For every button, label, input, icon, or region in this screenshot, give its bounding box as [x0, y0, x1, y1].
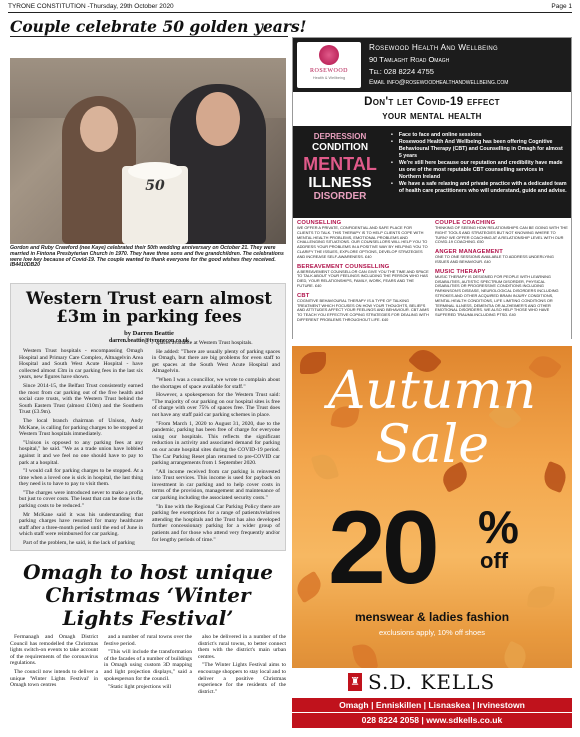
- rose-icon: [319, 45, 339, 65]
- western-trust-story: [10, 283, 286, 551]
- kells-sale-advert: [292, 346, 572, 729]
- paragraph: "When I was a councillor, we wrote to complain about the shortages of space available for staff.": [152, 376, 280, 390]
- kells-contact[interactable]: 028 8224 2058 | www.sdkells.co.uk: [292, 713, 572, 728]
- rosewood-tagline: [293, 92, 571, 126]
- rosewood-name: Rosewood Health And Wellbeing: [369, 43, 498, 52]
- paragraph: spaces available at Western Trust hospitals.: [156, 340, 253, 346]
- paragraph: He added: "There are usually plenty of parking spaces in Omagh, but there are big problems for even staff to get spaces at the South West Acute Hospital and Altnagelvin.: [152, 348, 280, 375]
- paragraph: "In line with the Regional Car Parking Policy there are parking fee exemptions for a range of patients/relatives attending the hospitals and the Trust has also developed further concessionary parking for a wider group of patients and for those who attend very frequently and/or for lengthy periods of time.": [152, 503, 280, 543]
- western-trust-headline: Western Trust earn almost £3m in parking fees: [26, 289, 272, 326]
- paragraph: "Static light projections will: [108, 684, 172, 691]
- omagh-story-headline: [10, 561, 286, 630]
- bullet-icon: •: [391, 181, 393, 187]
- bullet-text: Face to face and online sessions: [398, 132, 482, 138]
- service-block: [435, 269, 569, 318]
- rosewood-info-band: [293, 126, 571, 218]
- rosewood-email[interactable]: Email info@rosewoodhealthandwellbeing.com: [369, 79, 509, 86]
- graphic-word: ILLNESS: [308, 174, 372, 191]
- sale-exclusions: exclusions apply, 10% off shoes: [378, 628, 486, 637]
- paragraph: "From March 1, 2020 to August 31, 2020, due to the pandemic, parking has been free of charge for everyone using our hospitals. This reflects the significant reduction in activity and associated demand for parking on our acute hospital sites during the COVID-19 period. The Car Parking Reset plan returned to pre-COVID car parking arrangements from 1 September 2020.: [152, 420, 280, 467]
- service-block: [435, 220, 569, 245]
- paragraph: and a number of rural towns over the festive period.: [104, 634, 192, 647]
- paragraph: Western Trust hospitals - encompassing Omagh Hospital and Primary Care Complex, Altnagelvin Area Hospital and South West Acute Hospital - have collected almost £3m in car parking fees in the last six years, new figures have shown.: [19, 348, 143, 381]
- logo-text: ROSEWOOD: [310, 68, 348, 74]
- rosewood-bullet: [391, 132, 567, 139]
- paragraph: Since 2014-15, the Belfast Trust consistently earned the most from car parking out of the five health and social care trusts, with the Western Trust behind the South Eastern Trust (almost £10m) and the Southern Trust (£3.9m).: [19, 382, 143, 416]
- service-text: ONE TO ONE SESSIONS AVAILABLE TO ADDRESS UNDERLYING ISSUES AND BEHAVIOUR. £40: [435, 254, 554, 264]
- sale-subtitle: menswear & ladies fashion: [354, 610, 510, 624]
- paragraph: Part of the problem, he said, is the lack of parking: [23, 540, 135, 547]
- percent-sign: %: [478, 501, 519, 553]
- rosewood-bullet: [391, 139, 567, 160]
- rosewood-advert: [292, 37, 572, 339]
- off-label: off: [480, 548, 509, 573]
- byline-email: darren.beattie@tyronecon.co.uk: [108, 338, 190, 344]
- graphic-word: CONDITION: [311, 142, 369, 153]
- rosewood-services: [293, 218, 571, 340]
- paragraph: However, a spokesperson for the Western Trust said: "The majority of our parking on our hospital sites is free of charge with over 75% of spaces free. The Trust does not have any staff paid car parking schemes in place.: [152, 392, 280, 418]
- divider: [10, 36, 288, 37]
- header-page-number: Page 1: [551, 3, 572, 10]
- service-title: CBT: [297, 292, 310, 299]
- paragraph: "All income received from car parking is reinvested into Trust services. This income is used for payback on investment in car parking and to help cover costs in terms of the provision, management and maintenance of car parking including the associated security costs.": [152, 468, 280, 502]
- rosewood-header: [293, 38, 571, 92]
- bullet-icon: •: [391, 160, 393, 166]
- graphic-word: DEPRESSION: [313, 132, 367, 141]
- paragraph: "This will include the transformation of the facades of a number of buildings in Omagh using custom 3D mapping and light projection displays," said a spokesperson for the council.: [104, 649, 192, 682]
- man-face: [196, 92, 240, 146]
- couple-headline: Couple celebrate 50 golden years!: [10, 17, 307, 36]
- graphic-word: MENTAL: [303, 154, 377, 174]
- service-title: COUNSELLING: [297, 220, 342, 226]
- logo-subtext: Health & Wellbeing: [312, 76, 346, 80]
- service-block: [297, 293, 429, 323]
- paragraph: Mr McKane said it was his understanding that parking charges have resumed for many healthcare staff after a three-month period until the end of June in which staff were reimbursed for car parking.: [19, 511, 143, 538]
- page-header: [8, 3, 572, 13]
- discount-number: 20: [328, 490, 436, 606]
- rosewood-bullets: [391, 132, 567, 195]
- byline: by Darren Beattie: [124, 330, 174, 337]
- mental-health-graphic: [293, 126, 387, 218]
- paragraph: "Unison is opposed to any parking fees at any hospital," he said. "We as a trade union have lobbied against it and we feel no one should have to pay to park at a hospital.: [19, 439, 143, 466]
- cake-label: 50: [145, 178, 165, 194]
- bullet-icon: •: [391, 132, 393, 138]
- paragraph: "The charges were introduced never to make a profit, but just to cover costs. The least that can be done is the parking costs to be reduced.": [19, 489, 143, 510]
- kells-towns: Omagh | Enniskillen | Lisnaskea | Irvinestown: [292, 698, 572, 712]
- bullet-text: Rosewood Health And Wellbeing has been offering Cognitive Behavioural Therapy (CBT) and Counselling in Omagh for almost 5 years: [398, 139, 563, 159]
- service-text: A BEREAVEMENT COUNSELLOR CAN GIVE YOU THE TIME AND SPACE TO TALK ABOUT YOUR FEELINGS INCLUDING THE PERSON WHO HAS DIED, YOUR RELATIONSHIPS, FAMILY, WORK, FEARS AND THE FUTURE. £40: [297, 268, 429, 288]
- bullet-text: We're still here because our reputation and credibility have made us one of the most reputable CBT counselling services in Northern Ireland: [398, 160, 563, 180]
- service-text: COGNITIVE BEHAVIOURAL THERAPY IS A TYPE OF TALKING TREATMENT WHICH FOCUSES ON HOW YOUR THOUGHTS, BELIEFS AND ATTITUDES AFFECT YOUR FEELINGS AND BEHAVIOUR. CBT AIMS TO TEACH YOU EFFECTIVE COPING STRATEGIES FOR DEALING WITH DIFFERENT PROBLEMS THROUGHOUT LIFE. £40: [297, 297, 429, 322]
- paragraph: The council now intends to deliver a unique 'Winter Lights Festival' in Omagh town centres: [10, 668, 98, 689]
- rosewood-phone: Tel: 028 8224 4755: [369, 67, 434, 76]
- kells-brand-bar: [292, 668, 572, 729]
- rosewood-bullet: [391, 181, 567, 195]
- bullet-icon: •: [391, 139, 393, 145]
- tagline-line-1: Don't let Covid-19 effect: [364, 96, 500, 108]
- graphic-word: DISORDER: [313, 191, 367, 202]
- western-trust-column-2: [152, 340, 280, 548]
- rosewood-logo: [297, 42, 361, 88]
- leaf-icon: [527, 585, 555, 609]
- paragraph: "I would call for parking charges to be stopped. At a time when a loved one is sick in hospital, the last thing they need is to have to pay to visit them.: [19, 468, 143, 488]
- service-title: COUPLE COACHING: [435, 220, 496, 226]
- sale-word-sale: Sale: [374, 415, 490, 475]
- kells-crest-icon: ♜: [348, 673, 362, 691]
- omagh-column-3: [198, 634, 286, 734]
- photo-caption: Gordon and Ruby Crawford (nee Kaye) celebrated their 50th wedding anniversary on October 21. They were married in Fintona Presbyterian Church in 1970. They have three sons and five grandchildren. The celebrations were low key because of Covid-19. The couple wanted to thank everyone for the good wishes they received. IB4410DB20: [10, 245, 284, 269]
- service-text: THINKING OF SEEING HOW RELATIONSHIPS CAN BE GOING WITH THE RIGHT TOOLS AND STRATEGIES BUT NOT KNOWING WHERE TO TURN? WE OFFER COACHING AT A RELATIONSHIP LEVEL WITH OUR COVID-19 COACHING. £50: [435, 225, 568, 245]
- service-title: ANGER MANAGEMENT: [435, 249, 503, 256]
- tagline-line-2: your mental health: [382, 110, 482, 122]
- omagh-column-1: [10, 634, 98, 734]
- service-block: [297, 264, 429, 289]
- paragraph: The local branch chairman of Unison, Andy McKane, is calling for parking charges to be stopped at Western Trust hospitals immediately.: [19, 417, 143, 438]
- paragraph: Fermanagh and Omagh District Council has remodelled the Christmas lights switch-on events to take account of the requirements of the coronavirus regulations.: [10, 634, 98, 667]
- couple-photo: [10, 58, 286, 244]
- rosewood-bullet: [391, 160, 567, 181]
- paragraph: "The Winter Lights Festival aims to encourage shoppers to stay local and to deliver a positive Christmas experience for the residents of the district.": [198, 662, 286, 695]
- western-trust-column-1: [19, 348, 143, 548]
- service-title: BEREAVEMENT COUNSELLING: [297, 263, 390, 270]
- service-text: MUSIC THERAPY IS DESIGNED FOR PEOPLE WITH LEARNING DISABILITIES, AUTISTIC SPECTRUM DISORDER, PHYSICAL DISABILITIES OR PROGRESSIVE CONDITIONS INCLUDING PARKINSON'S DISEASE, NEUROLOGICAL DISORDERS INCLUDING STROKES AND OTHER ACQUIRED BRAIN INJURY CONDITIONS, MENTAL HEALTH CONDITIONS, LIFE LIMITING CONDITIONS OR TERMINAL ILLNESS, DEMENTIA OR ALZHEIMER'S AND OTHER EMOTIONAL DISORDERS. WE ALSO HELP THOSE WHO HAVE SUFFERED TRAUMA INCLUDING PTSD. £40: [435, 273, 559, 318]
- header-publication: TYRONE CONSTITUTION -Thursday, 29th October 2020: [8, 3, 174, 10]
- paragraph: also be delivered in a number of the district's rural towns, to better connect them with the district's main urban centres.: [198, 634, 286, 660]
- sale-word-autumn: Autumn: [327, 361, 537, 421]
- woman-face: [80, 106, 118, 152]
- leaf-icon: [292, 571, 326, 603]
- service-block: [297, 220, 429, 260]
- omagh-headline: Omagh to host unique Christmas ‘Winter Lights Festival’: [23, 560, 273, 630]
- service-block: [435, 249, 569, 265]
- omagh-column-2: [104, 634, 192, 734]
- rosewood-address: 90 Tamlaght Road Omagh: [369, 55, 450, 64]
- kells-brand-name: S.D. KELLS: [368, 670, 496, 694]
- bullet-text: We have a safe relaxing and private practice with a dedicated team of health care practitioners who will understand, guide and advise.: [398, 181, 567, 194]
- service-text: WE OFFER A PRIVATE, CONFIDENTIAL AND SAFE PLACE FOR CLIENTS TO TALK. THIS THERAPY IS TO HELP CLIENTS COPE WITH MENTAL HEALTH PROBLEMS, EMOTIONAL PROBLEMS AND CHALLENGING SITUATIONS. OUR COUNSELLORS WILL HELP YOU TO ADDRESS YOUR PROBLEMS IN A POSITIVE WAY BY HELPING YOU TO CLARIFY THE ISSUES, EXPLORE OPTIONS, DEVELOP STRATEGIES AND INCREASE SELF-AWARENESS. £40: [297, 225, 428, 259]
- service-title: MUSIC THERAPY: [435, 268, 486, 275]
